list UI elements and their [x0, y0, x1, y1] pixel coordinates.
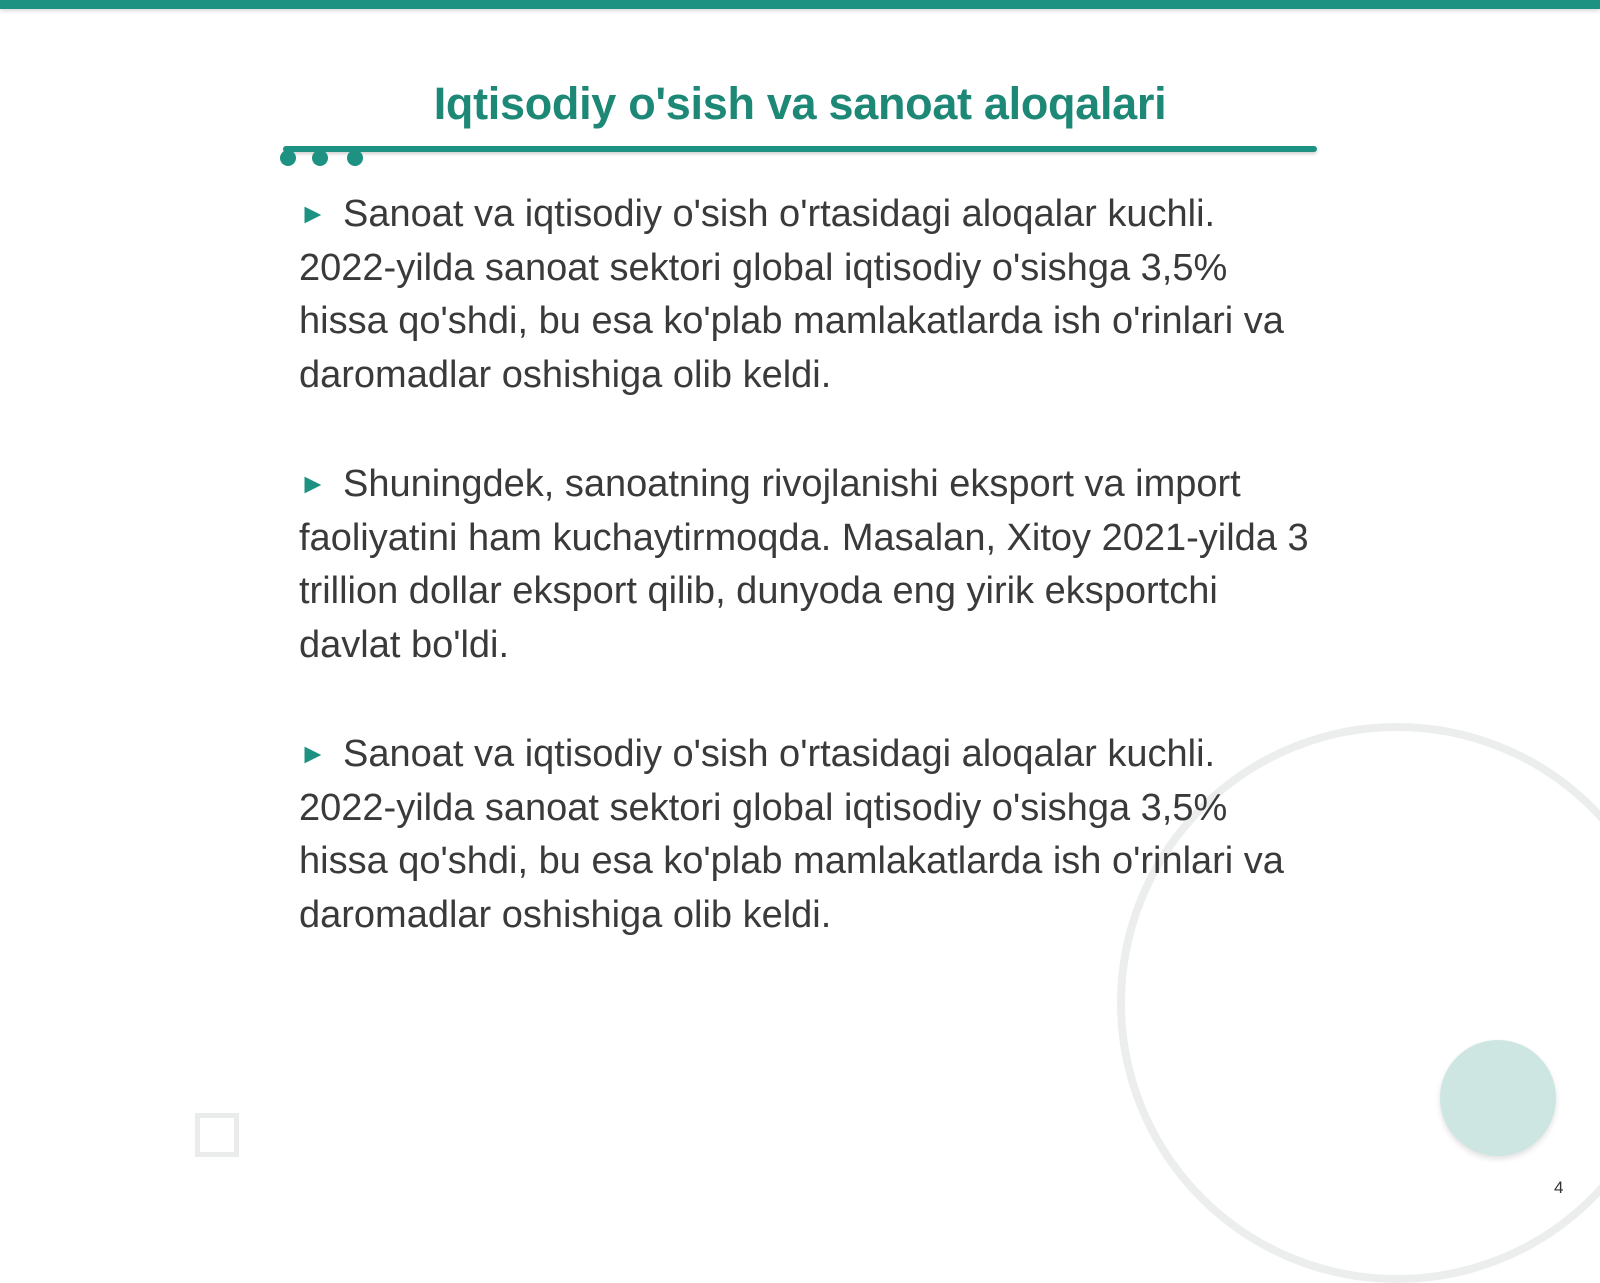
- arrow-bullet-icon: ►: [299, 198, 327, 229]
- decorative-dot: [347, 150, 363, 166]
- title-underline: [283, 146, 1317, 152]
- slide-title: Iqtisodiy o'sish va sanoat aloqalari: [433, 78, 1167, 129]
- bullet-item: [299, 457, 1309, 672]
- bullet-text: Sanoat va iqtisodiy o'sish o'rtasidagi aloqalar kuchli. 2022-yilda sanoat sektori global iqtisodiy o'sishga 3,5% hissa qo'shdi, bu esa ko'plab mamlakatlarda ish o'rinlari va daromadlar oshishiga olib keldi.: [299, 733, 1284, 936]
- arrow-bullet-icon: ►: [299, 738, 327, 769]
- arrow-bullet-icon: ►: [299, 468, 327, 499]
- bullet-text: Shuningdek, sanoatning rivojlanishi eksport va import faoliyatini ham kuchaytirmoqda. Masalan, Xitoy 2021-yilda 3 trillion dollar eksport qilib, dunyoda eng yirik eksportchi davlat bo'ldi.: [299, 463, 1309, 666]
- decorative-circle: [1440, 1040, 1556, 1156]
- bullet-list: [299, 187, 1309, 997]
- page-number: 4: [1554, 1178, 1564, 1197]
- decorative-dot: [312, 150, 328, 166]
- bullet-item: [299, 187, 1309, 402]
- decorative-square: [195, 1113, 239, 1157]
- bullet-item: [299, 727, 1309, 942]
- top-accent-bar: [0, 0, 1600, 9]
- bullet-text: Sanoat va iqtisodiy o'sish o'rtasidagi aloqalar kuchli. 2022-yilda sanoat sektori global iqtisodiy o'sishga 3,5% hissa qo'shdi, bu esa ko'plab mamlakatlarda ish o'rinlari va daromadlar oshishiga olib keldi.: [299, 193, 1284, 396]
- decorative-dot: [280, 150, 296, 166]
